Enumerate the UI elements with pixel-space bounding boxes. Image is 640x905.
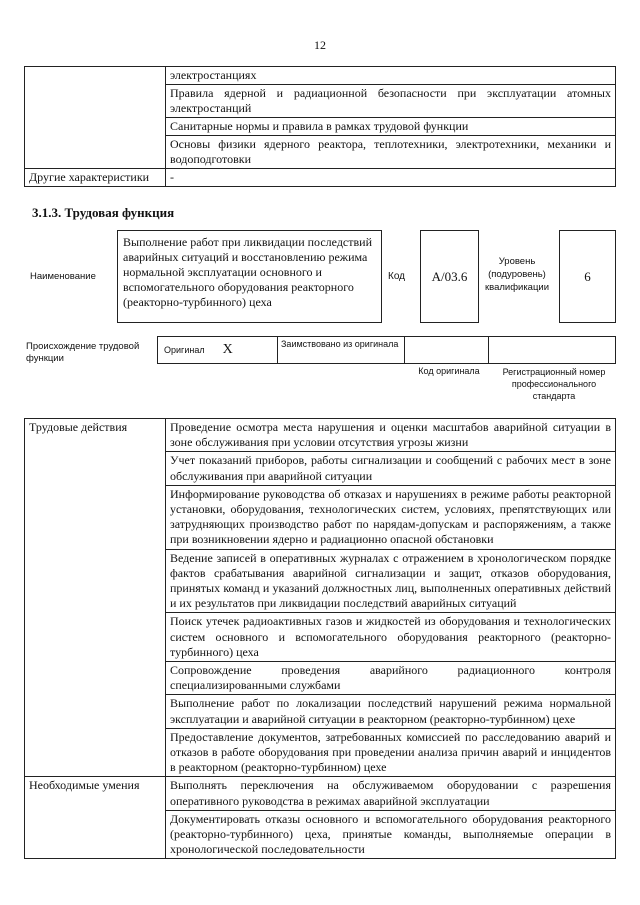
name-label: Наименование: [30, 271, 96, 282]
label-cell-empty: [25, 67, 166, 169]
action-item: Ведение записей в оперативных журналах с отражением в хронологическом порядке фактов срабатывания аварийной сигнализации и защит, отказов оборудования, принятых команд и указаний должностных лиц, выполненных оперативных действий и их результатов при ликвидации последствий аварийных ситуаций: [166, 549, 616, 613]
actions-table: [24, 418, 616, 859]
action-item: Учет показаний приборов, работы сигнализации и сообщений с рабочих мест в зоне обслуживания при аварийной ситуации: [166, 452, 616, 485]
code-original-caption: Код оригинала: [418, 366, 480, 376]
action-item: Поиск утечек радиоактивных газов и жидкостей из оборудования и технологических систем основного и вспомогательного оборудования реакторного (реакторно-турбинного) цеха: [166, 613, 616, 662]
table-row: [25, 169, 616, 187]
qualification-level-label: Уровень (подуровень) квалификации: [484, 256, 550, 293]
action-item: Проведение осмотра места нарушения и оценки масштабов аварийной ситуации в зоне обслуживания при условии отсутствия угрозы жизни: [166, 419, 616, 452]
table-row: [25, 777, 616, 810]
action-item: Предоставление документов, затребованных комиссией по расследованию аварий и отказов в работе оборудования при проведении анализа причин аварий и инцидентов в реакторном (реакторно-турбинном) цехе: [166, 728, 616, 777]
origin-label: Происхождение трудовой функции: [26, 341, 140, 364]
borrowed-cell: Заимствовано из оригинала: [278, 337, 405, 363]
table-row: [25, 419, 616, 452]
other-characteristics-value: -: [166, 169, 616, 187]
original-cell: [158, 337, 278, 363]
table-row: [25, 67, 616, 85]
page-number: 12: [314, 38, 326, 52]
knowledge-item: Правила ядерной и радиационной безопасности при эксплуатации атомных электростанций: [166, 85, 616, 118]
origin-row: [157, 336, 616, 364]
function-name-value: Выполнение работ при ликвидации последствий аварийных ситуаций и восстановлению режима нормальной эксплуатации основного и вспомогательного оборудования реакторного (реакторно-турбинного) цеха: [117, 230, 382, 323]
knowledge-item: электростанциях: [166, 67, 616, 85]
action-item: Информирование руководства об отказах и нарушениях в режиме работы реакторной установки, оборудования, технологических систем, условиях, препятствующих или затрудняющих производство работ по нарядам-допускам и распоряжениям, а также при возникновении ядерно и радиационно опасной обстановки: [166, 485, 616, 549]
qualification-level-value: 6: [559, 230, 616, 323]
function-code-value: A/03.6: [420, 230, 479, 323]
knowledge-item: Основы физики ядерного реактора, теплотехники, электротехники, механики и водоподготовки: [166, 136, 616, 169]
reg-number-cell: [489, 337, 615, 363]
knowledge-table-continuation: [24, 66, 616, 187]
code-label: Код: [388, 271, 406, 282]
section-title: 3.1.3. Трудовая функция: [32, 205, 175, 220]
actions-label: Трудовые действия: [25, 419, 166, 777]
skills-label: Необходимые умения: [25, 777, 166, 859]
skill-item: Документировать отказы основного и вспомогательного оборудования реакторного (реакторно-турбинного) цеха, принятые команды, выполняемые операции в хронологической последовательности: [166, 810, 616, 859]
original-mark: X: [222, 342, 233, 357]
other-characteristics-label: Другие характеристики: [25, 169, 166, 187]
action-item: Сопровождение проведения аварийного радиационного контроля специализированными службами: [166, 662, 616, 695]
action-item: Выполнение работ по локализации последствий нарушений режима нормальной эксплуатации и аварийной ситуации в реакторном (реакторно-турбинном) цехе: [166, 695, 616, 728]
reg-number-caption: Регистрационный номер профессионального стандарта: [502, 367, 606, 401]
knowledge-item: Санитарные нормы и правила в рамках трудовой функции: [166, 118, 616, 136]
original-label: Оригинал: [164, 345, 205, 355]
skill-item: Выполнять переключения на обслуживаемом оборудовании с разрешения оперативного руководства в режимах аварийной эксплуатации: [166, 777, 616, 810]
code-original-cell: [405, 337, 489, 363]
